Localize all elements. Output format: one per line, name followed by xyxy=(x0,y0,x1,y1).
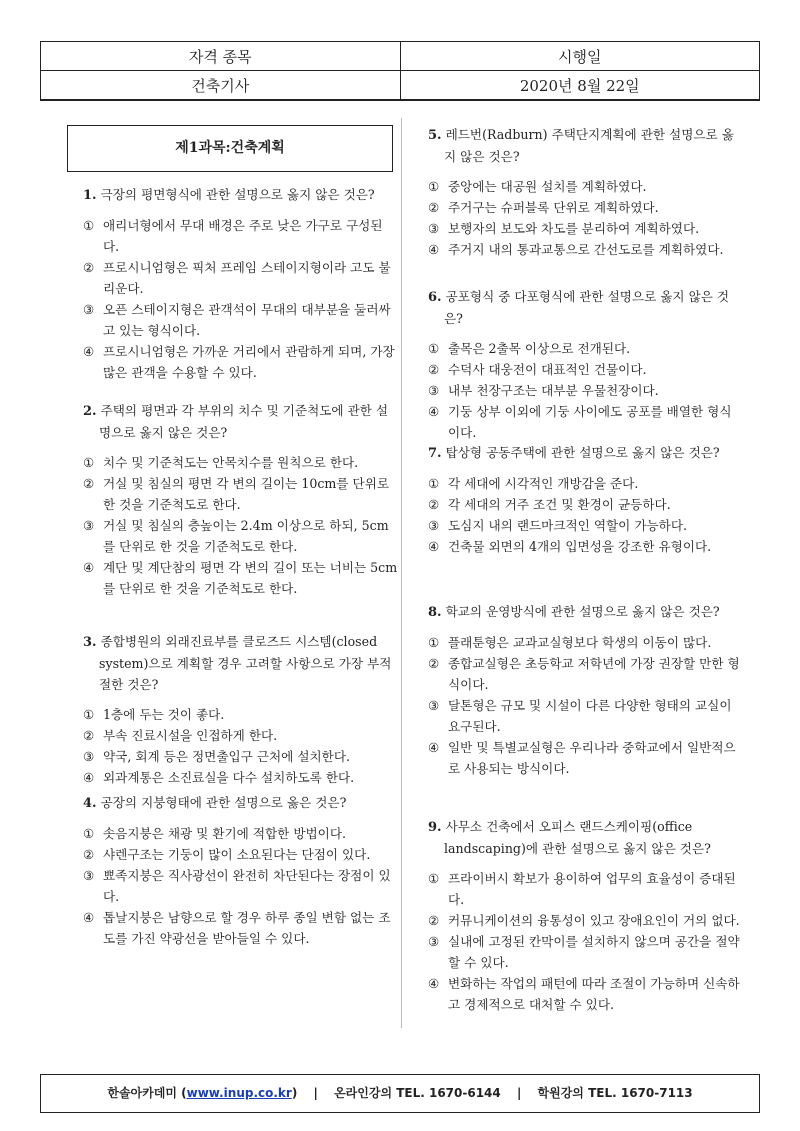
answer-choice xyxy=(428,910,743,931)
choice-number: ④ xyxy=(83,910,95,925)
answer-choice xyxy=(428,868,743,910)
choice-text: 애리너형에서 무대 배경은 주로 낮은 가구로 구성된다. xyxy=(103,218,383,254)
question-text: 사무소 건축에서 오피스 랜드스케이핑(office landscaping)에 관한 설명으로 옳지 않은 것은? xyxy=(444,819,711,856)
column-divider xyxy=(401,118,402,1028)
choice-number: ④ xyxy=(83,560,95,575)
question-number: 5. xyxy=(428,128,442,143)
choice-text: 거실 및 침실의 평면 각 변의 길이는 10cm를 단위로 한 것을 기준척도로 한다. xyxy=(103,476,390,512)
choice-number: ③ xyxy=(83,749,95,764)
answer-choice xyxy=(428,176,743,197)
exam-date-label: 시행일 xyxy=(400,42,760,71)
choice-text: 뾰족지붕은 직사광선이 완전히 차단된다는 장점이 있다. xyxy=(103,868,391,904)
question-text: 레드번(Radburn) 주택단지계획에 관한 설명으로 옳지 않은 것은? xyxy=(444,127,734,164)
answer-choice xyxy=(83,341,398,383)
choice-text: 보행자의 보도와 차도를 분리하여 계획하였다. xyxy=(448,221,700,236)
choice-number: ① xyxy=(428,341,440,356)
choice-text: 중앙에는 대공원 설치를 계획하였다. xyxy=(448,179,647,194)
choice-number: ③ xyxy=(428,698,440,713)
question-text: 종합병원의 외래진료부를 클로즈드 시스템(closed system)으로 계획할 경우 고려할 사항으로 가장 부적절한 것은? xyxy=(99,634,392,692)
choice-text: 플래툰형은 교과교실형보다 학생의 이동이 많다. xyxy=(448,635,712,650)
choice-number: ① xyxy=(428,871,440,886)
choice-number: ② xyxy=(428,497,440,512)
answer-choice xyxy=(428,515,743,536)
answer-choice xyxy=(428,973,743,1015)
answer-choice xyxy=(428,695,743,737)
question-5 xyxy=(428,124,743,260)
question-number: 8. xyxy=(428,605,442,620)
choice-text: 1층에 두는 것이 좋다. xyxy=(103,707,225,722)
answer-choice xyxy=(428,632,743,653)
choice-text: 주거구는 슈퍼블록 단위로 계획하였다. xyxy=(448,200,659,215)
choice-number: ① xyxy=(428,476,440,491)
question-stem xyxy=(428,124,743,167)
question-stem xyxy=(83,792,398,814)
choice-text: 프라이버시 확보가 용이하여 업무의 효율성이 증대된다. xyxy=(448,871,736,907)
choice-text: 일반 및 특별교실형은 우리나라 중학교에서 일반적으로 사용되는 방식이다. xyxy=(448,740,736,776)
choice-text: 프로시니엄형은 픽처 프레임 스테이지형이라 고도 불리운다. xyxy=(103,260,391,296)
choice-text: 오픈 스테이지형은 관객석이 무대의 대부분을 둘러싸고 있는 형식이다. xyxy=(103,302,391,338)
choice-text: 샤렌구조는 기둥이 많이 소요된다는 단점이 있다. xyxy=(103,847,371,862)
question-1 xyxy=(83,184,398,383)
choice-number: ② xyxy=(83,847,95,862)
question-text: 주택의 평면과 각 부위의 치수 및 기준척도에 관한 설명으로 옳지 않은 것은? xyxy=(99,403,389,440)
choice-text: 프로시니엄형은 가까운 거리에서 관람하게 되며, 가장 많은 관객을 수용할 수 있다. xyxy=(103,344,395,380)
question-stem xyxy=(83,631,398,695)
exam-date-value: 2020년 8월 22일 xyxy=(400,71,760,101)
choice-number: ① xyxy=(83,455,95,470)
choice-text: 출목은 2출목 이상으로 전개된다. xyxy=(448,341,631,356)
footer-bar: 한솔아카데미 (www.inup.co.kr) | 온라인강의 TEL. 1670-6144 | 학원강의 TEL. 1670-7113 xyxy=(40,1074,760,1113)
choice-number: ② xyxy=(428,362,440,377)
choice-text: 달톤형은 규모 및 시설이 다른 다양한 형태의 교실이 요구된다. xyxy=(448,698,732,734)
choice-text: 외과계통은 소진료실을 다수 설치하도록 한다. xyxy=(103,770,355,785)
qualification-value: 건축기사 xyxy=(41,71,401,101)
question-number: 2. xyxy=(83,404,97,419)
choice-number: ② xyxy=(428,913,440,928)
choice-number: ④ xyxy=(83,344,95,359)
choice-text: 도심지 내의 랜드마크적인 역할이 가능하다. xyxy=(448,518,687,533)
question-stem xyxy=(428,286,743,329)
choice-text: 수덕사 대웅전이 대표적인 건물이다. xyxy=(448,362,647,377)
answer-choice xyxy=(83,865,398,907)
answer-choice xyxy=(428,359,743,380)
choice-number: ① xyxy=(83,826,95,841)
question-stem xyxy=(428,442,743,464)
answer-choice xyxy=(83,299,398,341)
choice-number: ④ xyxy=(428,976,440,991)
answer-choice xyxy=(428,653,743,695)
choice-text: 커뮤니케이션의 융통성이 있고 장애요인이 거의 없다. xyxy=(448,913,740,928)
choice-number: ③ xyxy=(428,383,440,398)
question-stem xyxy=(428,816,743,859)
choice-text: 건축물 외면의 4개의 입면성을 강조한 유형이다. xyxy=(448,539,712,554)
answer-choice xyxy=(428,401,743,443)
choice-number: ② xyxy=(83,728,95,743)
choice-text: 종합교실형은 초등학교 저학년에 가장 권장할 만한 형식이다. xyxy=(448,656,740,692)
choice-number: ② xyxy=(428,656,440,671)
answer-choice xyxy=(83,257,398,299)
answer-choice xyxy=(83,823,398,844)
choice-text: 변화하는 작업의 패턴에 따라 조절이 가능하며 신속하고 경제적으로 대처할 수 있다. xyxy=(448,976,740,1012)
choice-number: ① xyxy=(428,635,440,650)
question-text: 공장의 지붕형태에 관한 설명으로 옳은 것은? xyxy=(100,795,347,810)
answer-choice xyxy=(428,197,743,218)
offline-lecture-phone: 학원강의 TEL. 1670-7113 xyxy=(537,1086,693,1100)
answer-choice xyxy=(83,746,398,767)
choice-number: ④ xyxy=(428,539,440,554)
question-number: 3. xyxy=(83,635,97,650)
question-number: 7. xyxy=(428,446,442,461)
question-4 xyxy=(83,792,398,949)
answer-choice xyxy=(428,380,743,401)
choice-text: 약국, 회계 등은 정면출입구 근처에 설치한다. xyxy=(103,749,351,764)
choice-number: ③ xyxy=(428,934,440,949)
answer-choice xyxy=(83,704,398,725)
question-text: 학교의 운영방식에 관한 설명으로 옳지 않은 것은? xyxy=(445,604,720,619)
question-3 xyxy=(83,631,398,788)
question-stem xyxy=(83,400,398,443)
question-9 xyxy=(428,816,743,1015)
academy-name: 한솔아카데미 xyxy=(107,1086,177,1100)
footer-separator: | xyxy=(313,1086,318,1100)
choice-text: 기둥 상부 이외에 기둥 사이에도 공포를 배열한 형식이다. xyxy=(448,404,732,440)
answer-choice xyxy=(83,473,398,515)
answer-choice xyxy=(83,515,398,557)
academy-website-link[interactable]: www.inup.co.kr xyxy=(186,1086,292,1100)
answer-choice xyxy=(83,557,398,599)
answer-choice xyxy=(83,844,398,865)
question-stem xyxy=(83,184,398,206)
answer-choice xyxy=(428,737,743,779)
choice-text: 치수 및 기준척도는 안목치수를 원칙으로 한다. xyxy=(103,455,359,470)
choice-number: ② xyxy=(428,200,440,215)
question-2 xyxy=(83,400,398,599)
answer-choice xyxy=(83,215,398,257)
choice-number: ② xyxy=(83,476,95,491)
answer-choice xyxy=(83,452,398,473)
answer-choice xyxy=(428,473,743,494)
answer-choice xyxy=(83,767,398,788)
choice-number: ④ xyxy=(428,242,440,257)
choice-text: 내부 천장구조는 대부분 우물천장이다. xyxy=(448,383,659,398)
choice-number: ④ xyxy=(83,770,95,785)
footer-separator: | xyxy=(516,1086,522,1100)
answer-choice xyxy=(83,907,398,949)
choice-text: 거실 및 침실의 층높이는 2.4m 이상으로 하되, 5cm를 단위로 한 것을 기준척도로 한다. xyxy=(103,518,389,554)
choice-number: ④ xyxy=(428,740,440,755)
choice-number: ③ xyxy=(428,221,440,236)
answer-choice xyxy=(428,338,743,359)
choice-number: ① xyxy=(83,707,95,722)
answer-choice xyxy=(428,536,743,557)
answer-choice xyxy=(428,218,743,239)
choice-text: 실내에 고정된 칸막이를 설치하지 않으며 공간을 절약할 수 있다. xyxy=(448,934,740,970)
choice-number: ③ xyxy=(428,518,440,533)
question-stem xyxy=(428,601,743,623)
choice-number: ② xyxy=(83,260,95,275)
qualification-label: 자격 종목 xyxy=(41,42,401,71)
choice-number: ③ xyxy=(83,518,95,533)
answer-choice xyxy=(428,239,743,260)
answer-choice xyxy=(428,494,743,515)
choice-number: ① xyxy=(83,218,95,233)
online-lecture-phone: 온라인강의 TEL. 1670-6144 xyxy=(334,1086,501,1100)
choice-text: 솟음지붕은 채광 및 환기에 적합한 방법이다. xyxy=(103,826,346,841)
subject-title: 제1과목:건축계획 xyxy=(67,125,393,172)
question-8 xyxy=(428,601,743,779)
question-text: 공포형식 중 다포형식에 관한 설명으로 옳지 않은 것은? xyxy=(444,289,730,326)
choice-text: 각 세대의 거주 조건 및 환경이 균등하다. xyxy=(448,497,671,512)
choice-text: 톱날지붕은 남향으로 할 경우 하루 종일 변함 없는 조도를 가진 약광선을 받아들일 수 있다. xyxy=(103,910,391,946)
question-7 xyxy=(428,442,743,557)
choice-text: 계단 및 계단참의 평면 각 변의 길이 또는 너비는 5cm를 단위로 한 것을 기준척도로 한다. xyxy=(103,560,398,596)
exam-header-table xyxy=(40,41,760,101)
choice-number: ③ xyxy=(83,868,95,883)
question-number: 6. xyxy=(428,290,442,305)
choice-text: 각 세대에 시각적인 개방감을 준다. xyxy=(448,476,639,491)
question-number: 4. xyxy=(83,796,97,811)
choice-number: ④ xyxy=(428,404,440,419)
question-6 xyxy=(428,286,743,443)
choice-number: ① xyxy=(428,179,440,194)
choice-text: 주거지 내의 통과교통으로 간선도로를 계획하였다. xyxy=(448,242,724,257)
question-text: 극장의 평면형식에 관한 설명으로 옳지 않은 것은? xyxy=(100,187,375,202)
question-number: 9. xyxy=(428,820,442,835)
answer-choice xyxy=(83,725,398,746)
choice-text: 부속 진료시설을 인접하게 한다. xyxy=(103,728,278,743)
answer-choice xyxy=(428,931,743,973)
choice-number: ③ xyxy=(83,302,95,317)
question-number: 1. xyxy=(83,188,97,203)
question-text: 탑상형 공동주택에 관한 설명으로 옳지 않은 것은? xyxy=(445,445,720,460)
